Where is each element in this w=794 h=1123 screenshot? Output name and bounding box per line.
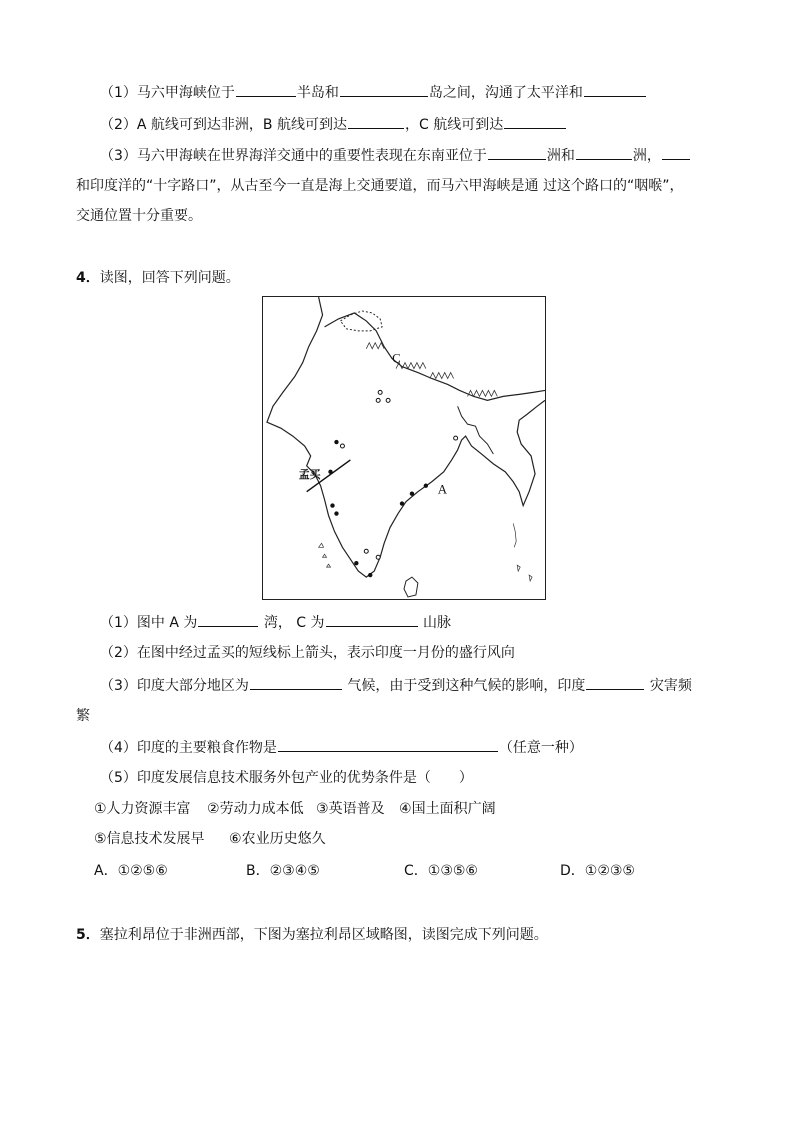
q4-title-text: 读图，回答下列问题。 (99, 270, 240, 286)
q4-sub4 (100, 737, 583, 758)
q4-number: 4． (76, 270, 100, 286)
q3-sub2-text1: ，C 航线可到达 (405, 117, 504, 133)
option-b[interactable] (246, 861, 320, 881)
answer-blank[interactable] (278, 737, 498, 752)
answer-blank[interactable] (326, 612, 418, 627)
india-map (262, 296, 546, 600)
q3-sub3-prefix: （3）马六甲海峡在世界海洋交通中的重要性表现在东南亚位于 (100, 148, 487, 164)
q4-title (76, 268, 240, 288)
q4-sub3-line2: 繁 (76, 708, 90, 724)
option-d[interactable] (560, 861, 635, 881)
q4-sub1-prefix: （1）图中 A 为 (100, 615, 198, 631)
q4-sub2: （2）在图中经过孟买的短线标上箭头，表示印度一月份的盛行风向 (100, 645, 515, 661)
mountain-symbols (366, 343, 497, 397)
q4-sub1-text2: 山脉 (418, 615, 451, 631)
label-a: A (437, 482, 448, 497)
q3-sub1-prefix: （1）马六甲海峡位于 (100, 85, 235, 101)
condition-item: ⑤信息技术发展早 (94, 831, 205, 847)
q3-sub1 (100, 82, 647, 103)
conditions-row-2 (94, 829, 326, 849)
option-c[interactable] (404, 861, 478, 881)
option-a[interactable] (94, 861, 168, 881)
q4-sub1 (100, 612, 451, 633)
q3-sub3-text1: 洲和 (546, 148, 575, 164)
option-value: ②③④⑤ (269, 863, 320, 879)
q5-title-text: 塞拉利昂位于非洲西部，下图为塞拉利昂区域略图，读图完成下列问题。 (99, 927, 548, 943)
q3-sub3-line1 (100, 145, 691, 166)
q5-title (76, 925, 548, 945)
q3-sub2 (100, 114, 567, 135)
answer-blank[interactable] (662, 145, 690, 160)
condition-item: ①人力资源丰富 (94, 801, 191, 817)
condition-item: ②劳动力成本低 (207, 801, 304, 817)
q4-sub3-line1 (100, 675, 692, 696)
northern-border (325, 313, 545, 400)
option-value: ①②③⑤ (584, 863, 635, 879)
option-value: ①②⑤⑥ (117, 863, 168, 879)
label-c: C (392, 351, 401, 366)
east-outline (458, 406, 494, 454)
q3-sub3-text2: 洲， (632, 148, 661, 164)
q4-sub5: （5）印度发展信息技术服务外包产业的优势条件是（ ） (100, 770, 473, 786)
q4-sub1-text1: 湾， C 为 (259, 615, 325, 631)
option-label: D． (560, 863, 585, 879)
answer-blank[interactable] (576, 145, 632, 160)
answer-blank[interactable] (198, 612, 258, 627)
answer-blank[interactable] (586, 675, 644, 690)
answer-blank[interactable] (504, 114, 566, 129)
answer-blank[interactable] (348, 114, 404, 129)
q3-sub2-prefix: （2）A 航线可到达非洲，B 航线可到达 (100, 117, 347, 133)
option-value: ①③⑤⑥ (427, 863, 478, 879)
islands (319, 523, 532, 581)
option-label: C． (404, 863, 428, 879)
q4-sub3-text1: 气候，由于受到这种气候的影响，印度 (342, 678, 586, 694)
option-label: B． (246, 863, 270, 879)
q4-sub4-prefix: （4）印度的主要粮食作物是 (100, 740, 277, 756)
label-mumbai: 孟买 (298, 467, 321, 481)
dotted-border (340, 311, 382, 331)
option-label: A． (94, 863, 118, 879)
q3-sub3-line2: 和印度洋的“十字路口”，从古至今一直是海上交通要道，而马六甲海峡是通 过这个路口的“咽喉”， (76, 178, 684, 194)
q5-number: 5． (76, 927, 100, 943)
answer-blank[interactable] (584, 82, 646, 97)
answer-blank[interactable] (340, 82, 428, 97)
condition-item: ④国土面积广阔 (399, 801, 496, 817)
india-coastline (267, 297, 545, 577)
condition-item: ③英语普及 (316, 801, 385, 817)
q3-sub1-text2: 岛之间，沟通了太平洋和 (428, 85, 583, 101)
answer-blank[interactable] (236, 82, 296, 97)
q3-sub1-text1: 半岛和 (296, 85, 339, 101)
q4-sub3-prefix: （3）印度大部分地区为 (100, 678, 249, 694)
q4-sub4-text1: （任意一种） (498, 740, 583, 756)
sri-lanka (404, 577, 418, 597)
answer-blank[interactable] (488, 145, 546, 160)
answer-blank[interactable] (250, 675, 342, 690)
conditions-row-1 (94, 799, 496, 819)
q3-sub3-line3: 交通位置十分重要。 (76, 208, 202, 224)
q4-sub3-text2: 灾害频 (645, 678, 692, 694)
condition-item: ⑥农业历史悠久 (229, 831, 326, 847)
